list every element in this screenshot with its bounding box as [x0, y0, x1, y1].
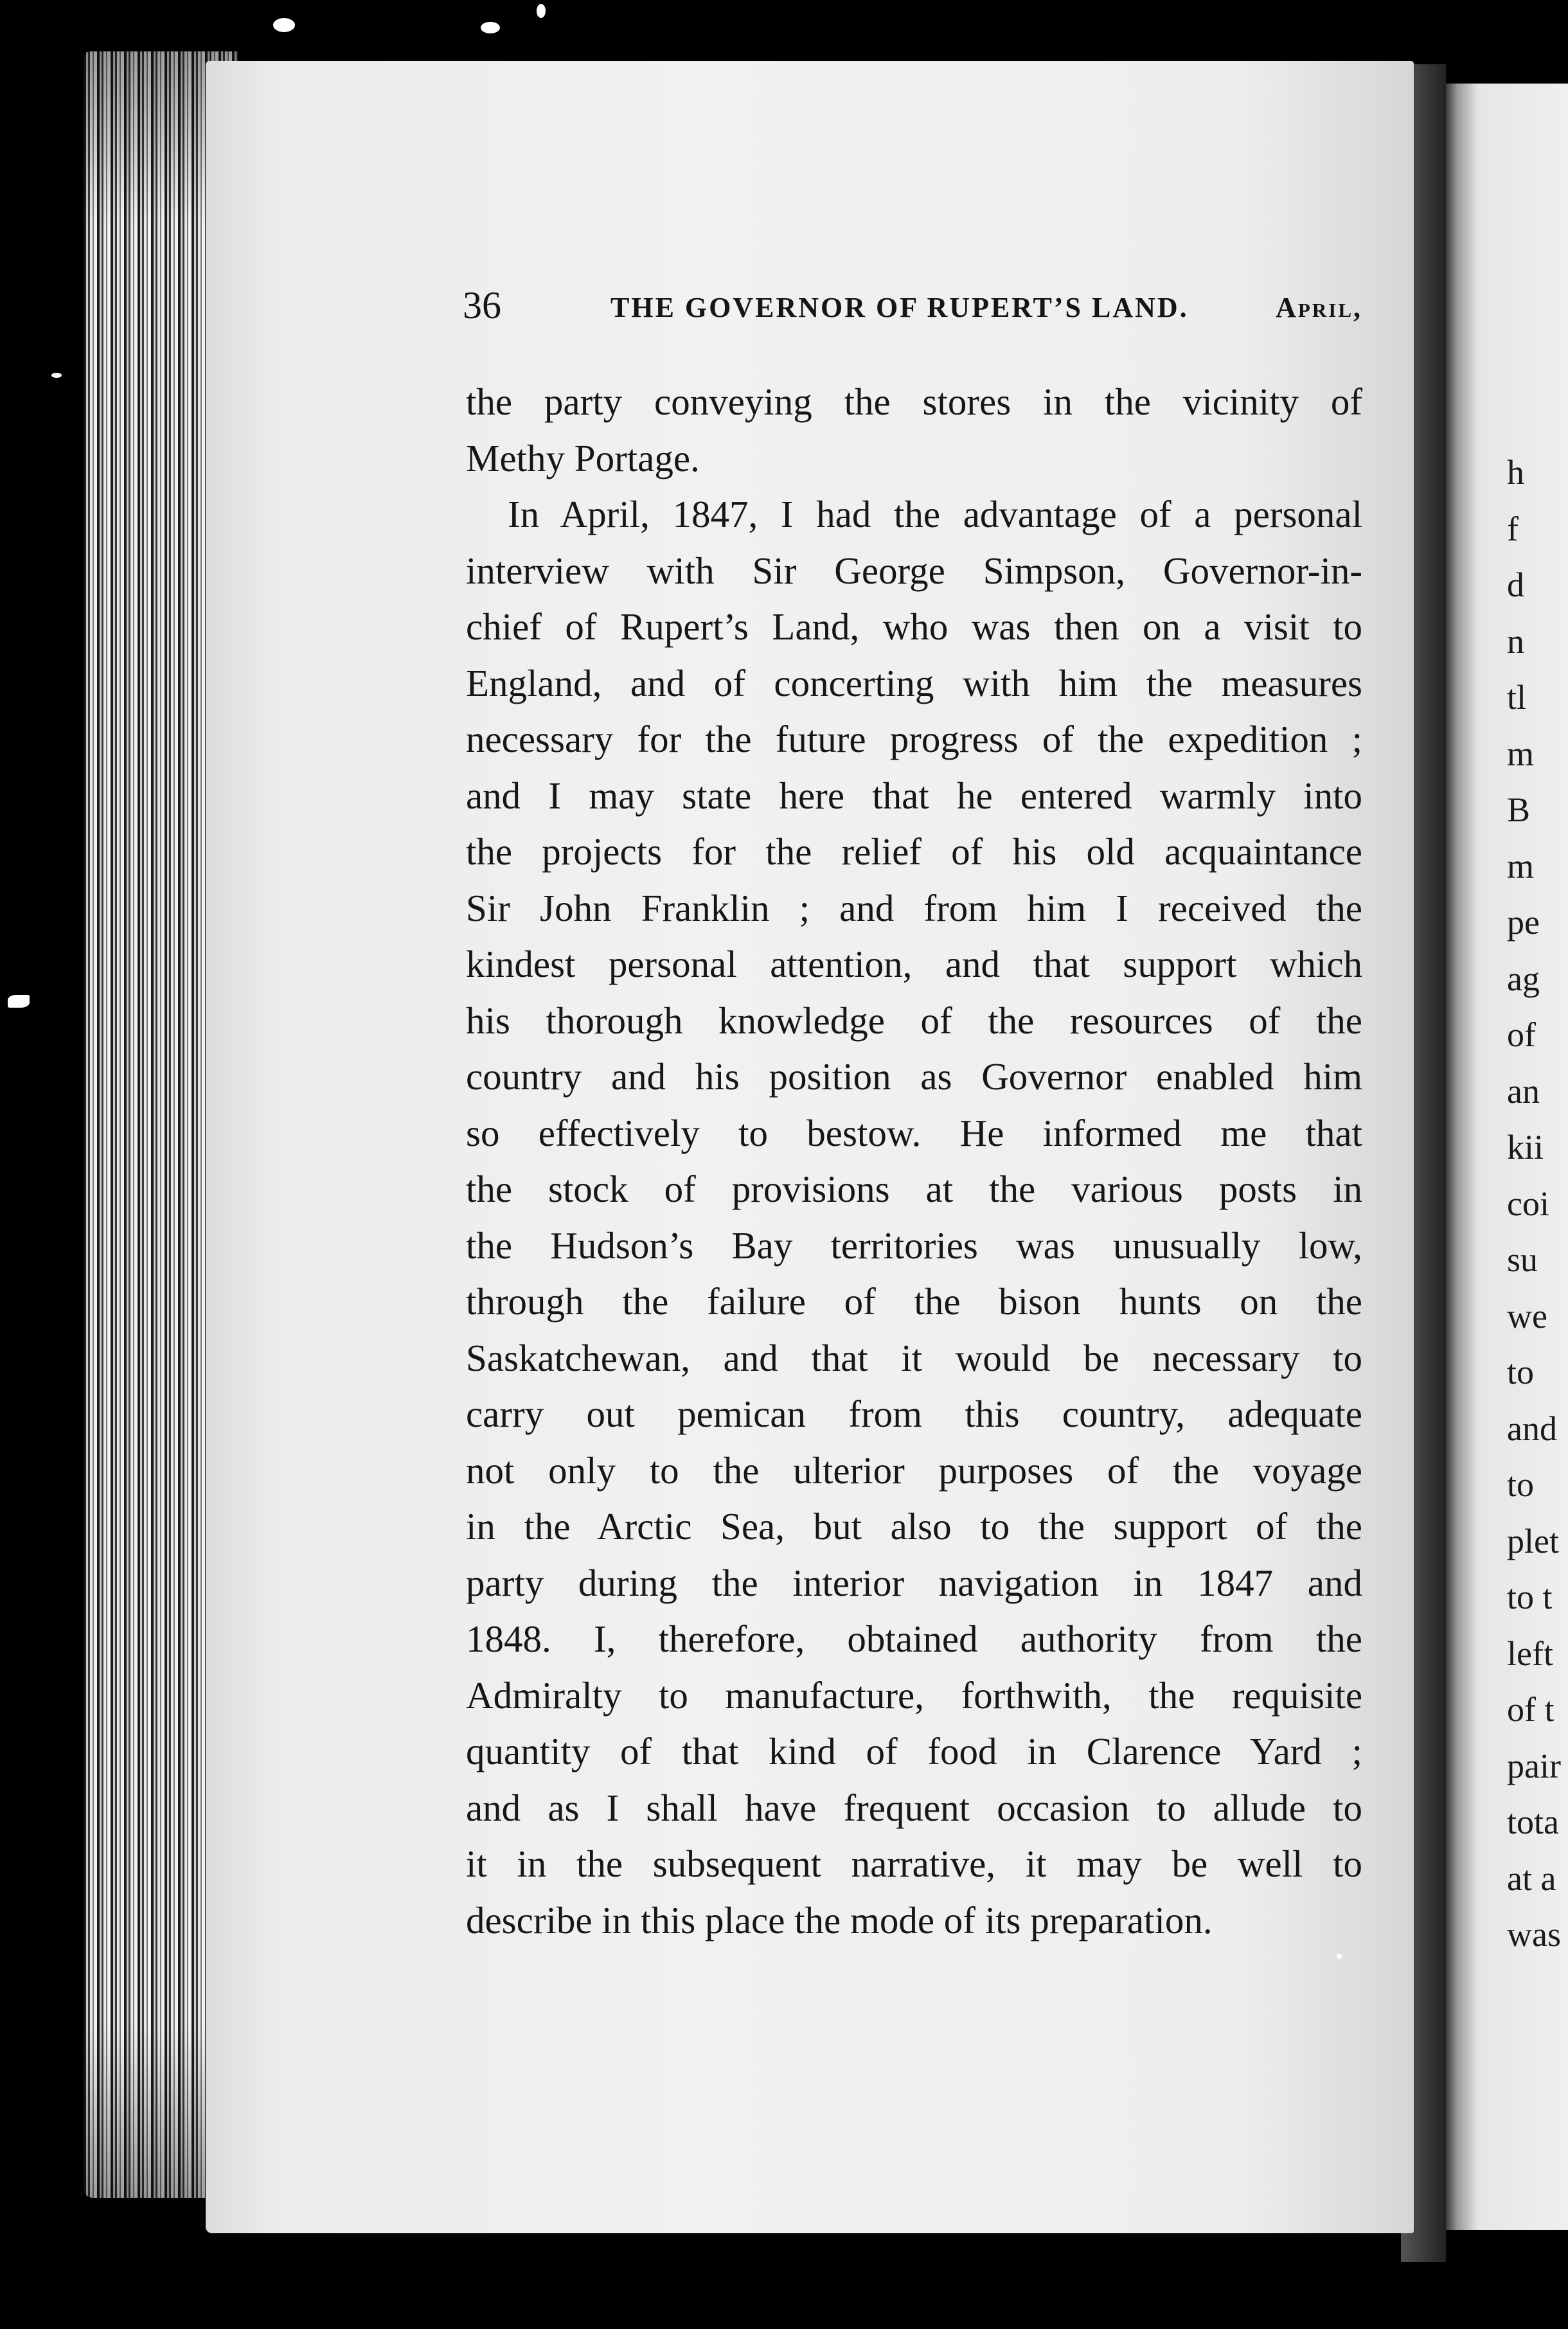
page-number: 36 — [463, 284, 501, 326]
text-line: in the Arctic Sea, but also to the support of the — [466, 1505, 1362, 1548]
text-line: through the failure of the bison hunts on the — [466, 1280, 1362, 1323]
text-line: describe in this place the mode of its preparation. — [466, 1898, 1213, 1941]
text-line: carry out pemican from this country, adequate — [466, 1393, 1362, 1435]
facing-line-fragment: of t — [1507, 1690, 1555, 1729]
text-line: country and his position as Governor enabled him — [466, 1055, 1362, 1098]
dust-speck — [51, 373, 62, 378]
text-line: his thorough knowledge of the resources of the — [466, 999, 1362, 1042]
text-line: England, and of concerting with him the measures — [466, 661, 1362, 704]
facing-line-fragment: h — [1507, 453, 1524, 492]
text-line: kindest personal attention, and that support which — [466, 943, 1362, 985]
facing-line-fragment: and — [1507, 1409, 1557, 1448]
text-line: chief of Rupert’s Land, who was then on a visit to — [466, 605, 1362, 648]
facing-line-fragment: kii — [1507, 1128, 1544, 1166]
text-line: the stock of provisions at the various posts in — [466, 1168, 1362, 1210]
text-line: party during the interior navigation in 1847 and — [466, 1561, 1362, 1604]
facing-line-fragment: m — [1507, 734, 1535, 773]
body-text — [466, 374, 1362, 1949]
text-line: and I may state here that he entered warmly into — [466, 774, 1362, 817]
facing-line-fragment: su — [1507, 1240, 1538, 1279]
running-title: THE GOVERNOR OF RUPERT’S LAND. — [610, 292, 1189, 323]
dust-speck — [8, 995, 30, 1008]
facing-line-fragment: tl — [1507, 678, 1527, 717]
facing-line-fragment: at a — [1507, 1859, 1556, 1898]
facing-line-fragment: f — [1507, 509, 1519, 548]
text-line: 1848. I, therefore, obtained authority from the — [466, 1618, 1362, 1660]
text-line: Methy Portage. — [466, 436, 700, 479]
facing-line-fragment: ag — [1507, 959, 1540, 998]
facing-line-fragment: m — [1507, 846, 1535, 886]
text-line: it in the subsequent narrative, it may be well to — [466, 1843, 1362, 1885]
text-line: necessary for the future progress of the expedition ; — [466, 718, 1362, 760]
text-line: and as I shall have frequent occasion to allude to — [466, 1786, 1362, 1829]
text-line: In April, 1847, I had the advantage of a personal — [508, 493, 1362, 535]
dust-speck — [1337, 1954, 1342, 1959]
text-line: quantity of that kind of food in Clarence Yard ; — [466, 1730, 1362, 1772]
running-month: April, — [1276, 292, 1362, 323]
text-line: the projects for the relief of his old acquaintance — [466, 830, 1362, 873]
facing-line-fragment: B — [1507, 790, 1531, 829]
running-head — [463, 283, 1362, 328]
dust-speck — [537, 4, 546, 18]
facing-line-fragment: pair — [1507, 1746, 1561, 1785]
facing-line-fragment: to — [1507, 1353, 1535, 1391]
facing-line-fragment: n — [1507, 621, 1524, 661]
text-line: not only to the ulterior purposes of the voyage — [466, 1449, 1362, 1492]
facing-line-fragment: of — [1507, 1015, 1536, 1054]
dust-speck — [481, 22, 500, 33]
facing-line-fragment: an — [1507, 1071, 1540, 1111]
text-line: so effectively to bestow. He informed me that — [466, 1111, 1362, 1154]
facing-line-fragment: d — [1507, 566, 1524, 604]
text-line: the Hudson’s Bay territories was unusually low, — [466, 1224, 1362, 1267]
facing-line-fragment: pe — [1507, 903, 1540, 941]
text-line: Saskatchewan, and that it would be necessary to — [466, 1336, 1362, 1379]
text-line: the party conveying the stores in the vicinity of — [466, 380, 1362, 423]
facing-line-fragment: tota — [1507, 1803, 1559, 1841]
text-line: Admiralty to manufacture, forthwith, the requisite — [466, 1673, 1362, 1717]
facing-line-fragment: to — [1507, 1465, 1535, 1504]
facing-line-fragment: we — [1507, 1296, 1547, 1335]
facing-line-fragment: plet — [1507, 1521, 1559, 1560]
facing-line-fragment: was — [1507, 1915, 1561, 1954]
facing-line-fragment: coi — [1507, 1184, 1549, 1223]
text-line: Sir John Franklin ; and from him I received the — [466, 886, 1362, 929]
dust-speck — [273, 18, 295, 32]
facing-line-fragment: to t — [1507, 1578, 1553, 1616]
facing-line-fragment: left — [1507, 1634, 1553, 1673]
text-line: interview with Sir George Simpson, Governor-in- — [466, 549, 1362, 592]
